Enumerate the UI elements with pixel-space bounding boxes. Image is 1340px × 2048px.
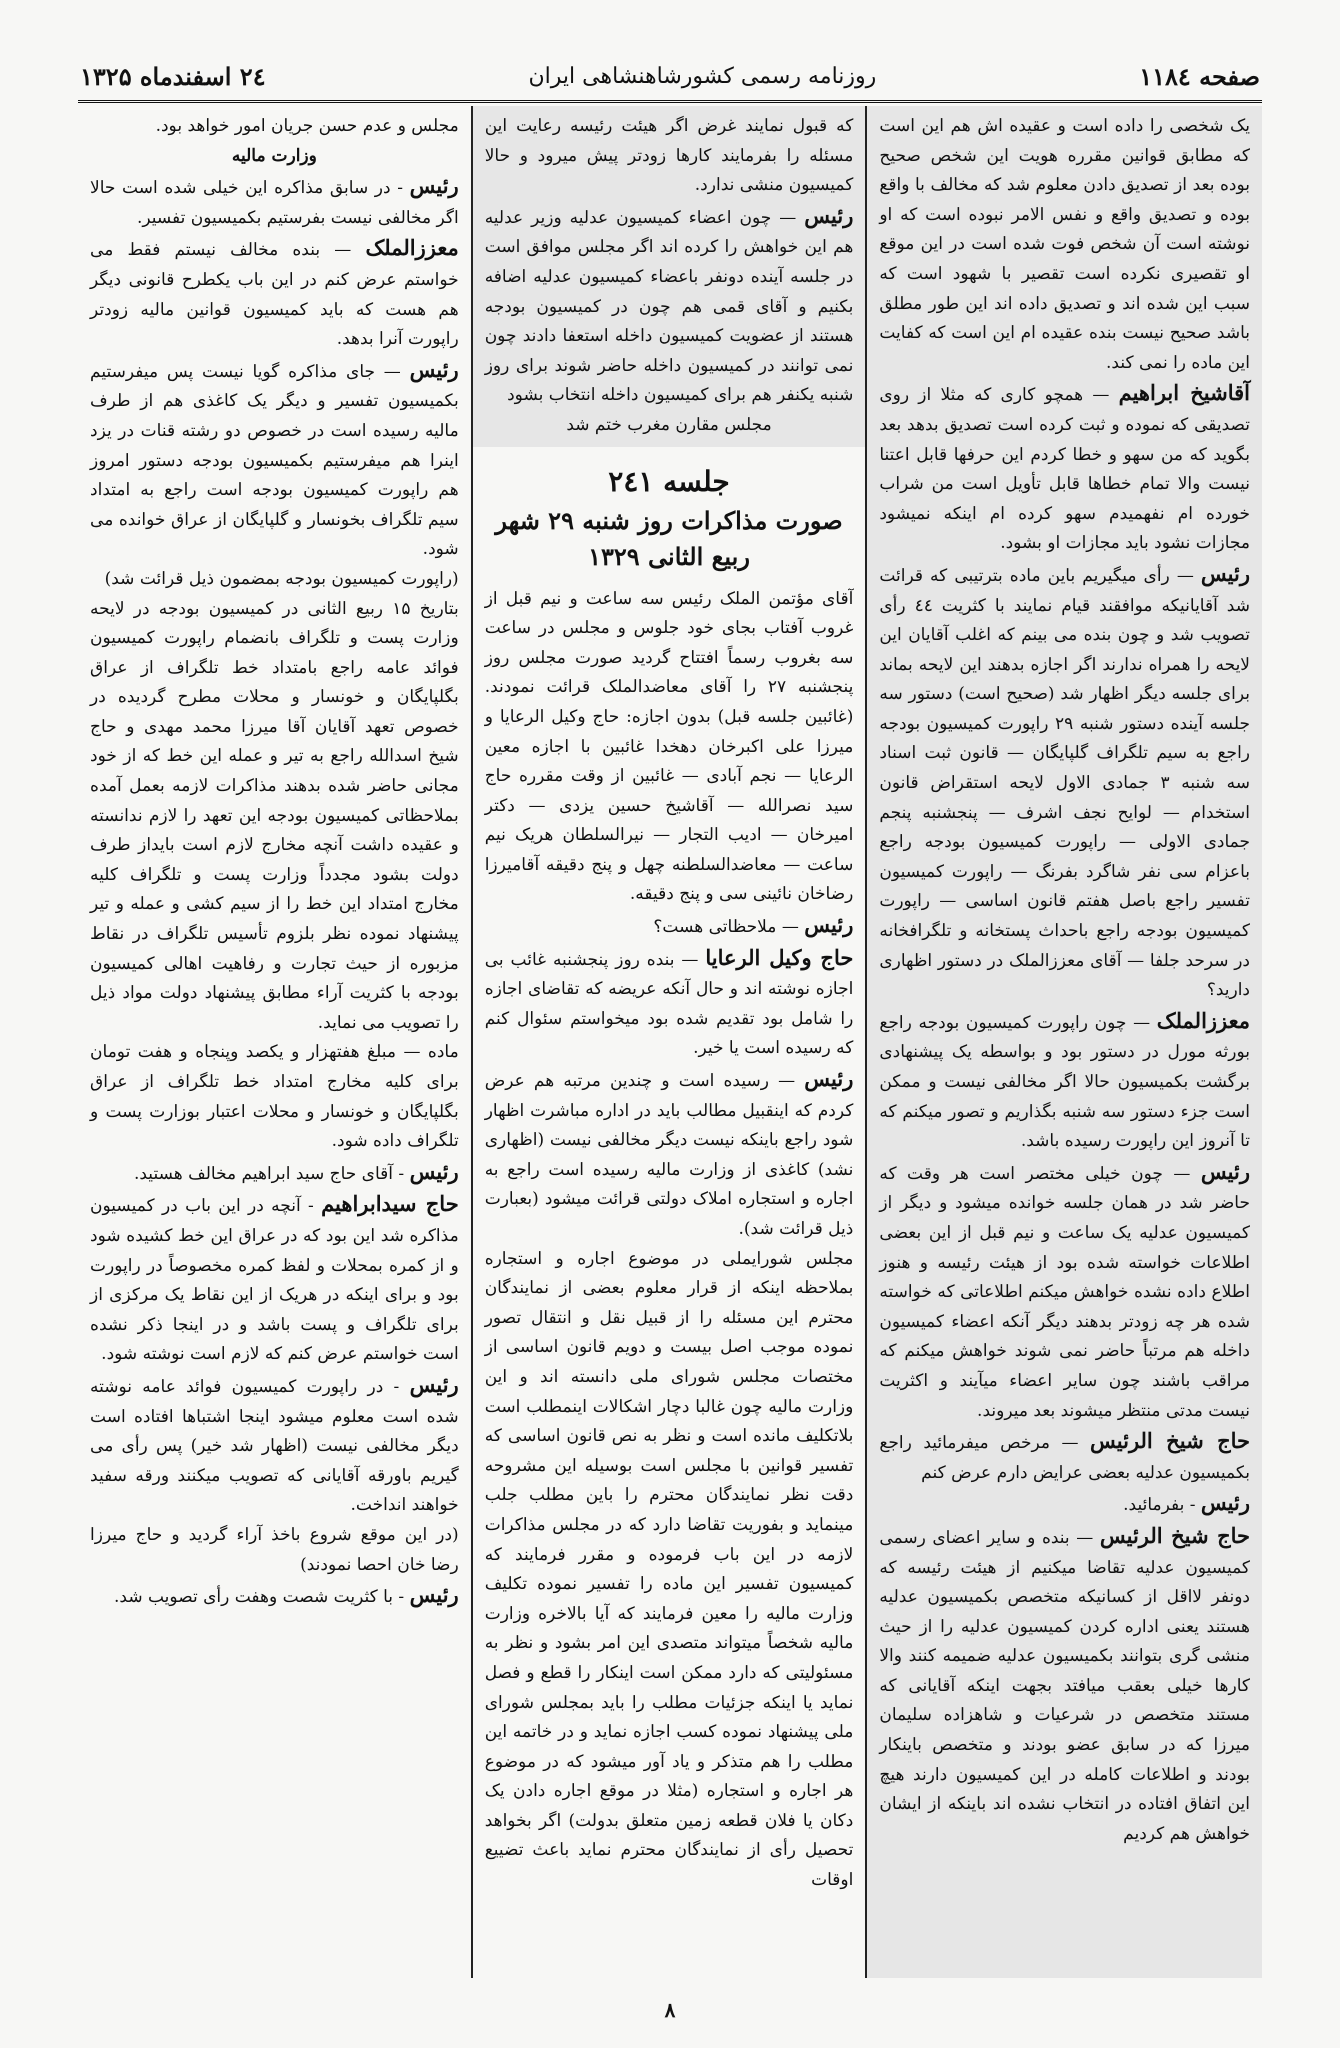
paragraph: معززالملک — بنده مخالف نیستم فقط می خواستم عرض کنم در این باب یکطرح قانونی دیگر هم هست که باید کمیسیون قوانین مالیه زودتر راپورت آنرا بدهد. — [90, 235, 459, 350]
speaker-name: رئیس — [1200, 560, 1251, 586]
paragraph: یک شخصی را داده است و عقیده اش هم این است که مطابق قوانین مقرره هویت این شخص صحیح بوده بعد از تصدیق دادن معلوم شد که مخالف با واقع بوده و تصدیق واقع و نفس الامر نبوده است که او نوشته است آن شخص فوت شده است در این موقع او تقصیری نکرده است تقصیر با شهود است که سبب این شده اند و تصدیق داده اند این طور مطلق باشد صحیح نیست بنده عقیده ام این است که کفایت این ماده را نمی کند. — [879, 116, 1250, 373]
left-column — [78, 106, 473, 1978]
shaded-block — [473, 106, 866, 447]
speaker-name: رئیس — [804, 202, 854, 228]
header-divider — [78, 100, 1262, 103]
session-close-note: مجلس مقارن مغرب ختم شد — [566, 414, 772, 435]
speaker-name: معززالملک — [365, 235, 459, 261]
text-columns — [78, 106, 1262, 1978]
paragraph: رئیس - در سابق مذاکره این خیلی شده است حالا اگر مخالفی نیست بفرستیم بکمیسیون تفسیر. — [90, 173, 459, 228]
middle-column — [473, 106, 868, 1978]
speaker-name: رئیس — [409, 173, 459, 199]
paragraph: رئیس — چون خیلی مختصر است هر وقت که حاضر شد در همان جلسه خوانده میشود و دیگر از کمیسیون عدلیه یک ساعت و نیم قبل از این بعضی اطلاعات خواسته شده بود از هیئت رئیسه و هنوز اطلاع داده نشده خواهش میکنم اطلاعاتی که خواسته شده هر چه زودتر بدهند دیگر آنکه اعضاء کمیسیون داخله هم مرتباً حاضر نمی شوند خواهش میکنم که مراقب باشند چون سایر اعضاء میآیند و اکثریت نیست مدتی منتظر میشوند بعد میروند. — [879, 1158, 1250, 1421]
paragraph: رئیس — رأی میگیریم باین ماده بترتیبی که قرائت شد آقایانیکه موافقند قیام نمایند با کثریت ٤٤ رأی تصویب شد و چون بنده می بینم که اغلب آقایان این لایحه را همراه ندارند اگر اجازه بدهند این لایحه بماند برای جلسه دیگر اظهار شد (صحیح است) دستور سه جلسه آینده دستور شنبه ۲۹ راپورت کمیسیون بودجه راجع به سیم تلگراف گلپایگان — قانون ثبت اسناد سه شنبه ۳ جمادی الاول لایحه استقراض قانون استخدام — لوایح نجف اشرف — پنجشنبه پنجم جمادی الاولی — راپورت کمیسیون بودجه راجع باعزام سی نفر شاگرد بفرنگ — راپورت کمیسیون تفسیر راجع باصل هفتم قانون اساسی — راپورت کمیسیون بودجه راجع باحداث پستخانه و تلگرافخانه در سرحد جلفا — آقای معززالملک در دستور اظهاری دارید؟ — [879, 560, 1251, 1001]
paragraph: رئیس - بفرمائید. — [1123, 1490, 1250, 1516]
paragraph: حاج سیدابراهیم - آنچه در این باب در کمیسیون مذاکره شد این بود که در عراق این خط کشیده شود و از کمره بمحلات و لفظ کمره مخصوصاً در راپورت بود و برای اینکه در هریک از این نقاط یک مرکزی از برای تلگراف و پست باشد و در اینجا ذکر نشده است خواستم عرض کنم که لازم است نوشته شود. — [90, 1191, 459, 1365]
speaker-name: رئیس — [1200, 1158, 1250, 1184]
page-number-label: صفحه ۱۱۸٤ — [1139, 61, 1260, 91]
session-title: صورت مذاکرات روز شنبه ۲۹ شهر ربیع الثانی ۱۳۲۹ — [495, 505, 843, 571]
speaker-name: حاج وکیل الرعایا — [705, 944, 854, 970]
paragraph: حاج شیخ الرئیس — بنده و سایر اعضای رسمی کمیسیون عدلیه تقاضا میکنیم از هیئت رئیسه که دونفر لااقل از کسانیکه متخصص بکمیسیون عدلیه هستند یعنی اداره کردن کمیسیون عدلیه را از حیث منشی گری بتوانند بکمیسیون عدلیه ضمیمه کنند والا کارها خیلی بعقب میافتد بجهت اینکه آقایانی که مستند متخصص در شرعیات و شاهزاده سلیمان میرزا که در سابق عضو بودند و متخصص باینکار بودند و اطلاعات کامله در این کمیسیون دارند هیچ این اتفاق افتاده در انتخاب نشده اند باینکه از ایشان خواهش هم کردیم — [879, 1522, 1250, 1844]
speaker-name: آقاشیخ ابراهیم — [1118, 380, 1251, 406]
paragraph: رئیس — جای مذاکره گویا نیست پس میفرستیم بکمیسیون تفسیر و دیگر یک کاغذی هم از طرف مالیه رسیده است در خصوص دو رشته قنات در یزد اینرا هم میفرستیم بکمیسیون بودجه دستور امروز هم راپورت کمیسیون بودجه است راجع به امتداد سیم تلگراف بخونسار و گلپایگان از عراق خوانده می شود. — [90, 356, 459, 560]
paragraph: معززالملک — چون راپورت کمیسیون بودجه راجع بورثه مورل در دستور بود و بواسطه یک پیشنهادی برگشت بکمیسیون حالا اگر مخالفی نیست و ممکن است جزء دستور سه شنبه بگذاریم و تصور میکنم که تا آنروز این راپورت رسیده باشد. — [879, 1007, 1251, 1152]
speaker-name: معززالملک — [1156, 1007, 1251, 1033]
session-number: جلسه ۲٤۱ — [608, 464, 730, 498]
speaker-name: حاج سیدابراهیم — [321, 1191, 459, 1217]
speaker-name: رئیس — [804, 912, 854, 938]
issue-date: ۲٤ اسفندماه ۱۳۲۵ — [80, 61, 266, 91]
paragraph: رئیس — ملاحظاتی هست؟ — [653, 912, 854, 938]
paragraph: حاج وکیل الرعایا — بنده روز پنجشنبه غائب بی اجازه نوشته اند و حال آنکه عریضه که تقاضای اجازه را شامل بود تقدیم شده بود میخواستم سئوال کنم که رسیده است یا خیر. — [484, 944, 854, 1059]
right-column — [867, 106, 1262, 1978]
signature-ministry: وزارت مالیه — [231, 145, 317, 166]
paragraph: حاج شیخ الرئیس — مرخص میفرمائید راجع بکمیسیون عدلیه بعضی عرایض دارم عرض کنم — [879, 1428, 1251, 1483]
speaker-name: رئیس — [409, 1371, 459, 1397]
session-heading — [485, 461, 854, 575]
paragraph: رئیس - در راپورت کمیسیون فوائد عامه نوشته شده است معلوم میشود اینجا اشتباها افتاده است دیگر مخالفی نیست (اظهار شد خیر) پس رأی می گیریم باورقه آقایانی که تصویب میکنند ورقه سفید خواهند انداخت. — [90, 1371, 459, 1516]
paragraph: رئیس — چون اعضاء کمیسیون عدلیه وزیر عدلیه هم این خواهش را کرده اند اگر مجلس موافق است در جلسه آینده دونفر باعضاء کمیسیون عدلیه اضافه بکنیم و آقای قمی هم چون در کمیسیون بودجه هستند از عضویت کمیسیون داخله استعفا دادند چون نمی توانند در کمیسیون داخله حاضر شوند برای روز شنبه یکنفر هم برای کمیسیون داخله انتخاب بشود — [484, 202, 854, 406]
paragraph: رئیس - آقای حاج سید ابراهیم مخالف هستید. — [133, 1158, 459, 1184]
paragraph: (راپورت کمیسیون بودجه بمضمون ذیل قرائت شد) — [104, 568, 459, 589]
paragraph: ماده — مبلغ هفتهزار و یکصد وپنجاه و هفت تومان برای کلیه مخارج امتداد خط تلگراف از عراق بگلپایگان و خونسار و محلات اعتبار بوزارت پست و تلگراف داده شود. — [90, 1042, 459, 1152]
paragraph: (در این موقع شروع باخذ آراء گردید و حاج میرزا رضا خان احصا نمودند) — [90, 1524, 459, 1575]
speaker-name: رئیس — [409, 1582, 459, 1608]
paragraph: رئیس - با کثریت شصت وهفت رأی تصویب شد. — [114, 1582, 459, 1608]
speaker-name: حاج شیخ الرئیس — [1089, 1428, 1251, 1454]
newspaper-title: روزنامه رسمی کشورشاهنشاهی ایران — [528, 63, 877, 89]
speaker-name: رئیس — [409, 1158, 459, 1184]
paragraph: که قبول نمایند غرض اگر هیئت رئیسه رعایت این مسئله را بفرمایند کارها زودتر پیش میرود و حالا کمیسیون منشی ندارد. — [484, 116, 854, 196]
speaker-name: رئیس — [804, 1066, 854, 1092]
paragraph: بتاریخ ۱۵ ربیع الثانی در کمیسیون بودجه در لایحه وزارت پست و تلگراف بانضمام راپورت کمیسیون فوائد عامه راجع بامتداد خط تلگراف از عراق بگلپایگان و خونسار و محلات مطرح گردیده در خصوص تعهد آقایان آقا میرزا محمد مهدی و حاج شیخ اسدالله راجع به تیر و عمله این خط که از خود مجانی حاضر شده بدهند مذاکرات لازمه بعمل آمده بملاحظاتی کمیسیون بودجه این تعهد را لازم ندانسته و عقیده داشت آنچه مخارج لازم است بایداز طرف دولت بشود مجدداً وزارت پست و تلگراف کلیه مخارج امتداد این خط را از سیم کشی و عمله و تیر پیشنهاد نموده نظر بلزوم تأسیس تلگراف در نقاط مزبوره از حیث تجارت و رفاهیت اهالی کمیسیون بودجه با کثریت آراء مطابق پیشنهاد دولت مواد ذیل را تصویب می نماید. — [90, 598, 459, 1033]
page-footer-number: ۸ — [664, 1998, 676, 2022]
paragraph: آقاشیخ ابراهیم — همچو کاری که مثلا از روی تصدیقی که نموده و ثبت کرده است تصدیق بدهد بعد بگوید که من سهو و خطا کردم این حرفها قابل اعتنا نیست والا تمام خطاها قابل تأویل است من شراب خورده ام نفهمیدم سهو کرده ام اینکه نمیشود مجازات نشود باید مجازات او بشود. — [879, 380, 1251, 554]
paragraph: مجلس و عدم حسن جریان امور خواهد بود. — [155, 116, 459, 136]
paragraph: آقای مؤتمن الملک رئیس سه ساعت و نیم قبل از غروب آفتاب بجای خود جلوس و مجلس در ساعت سه بغروب رسماً افتتاح گردید صورت مجلس روز پنجشنبه ۲۷ را آقای معاضدالملک قرائت نمودند. (غائبین جلسه قبل) بدون اجازه: حاج وکیل الرعایا و میرزا علی اکبرخان دهخدا غائبین با اجازه معین الرعایا — نجم آبادی — غائبین از وقت مقرره حاج سید نصرالله — آقاشیخ حسین یزدی — دکتر امیرخان — ادیب التجار — نیرالسلطان هریک نیم ساعت — معاضدالسلطنه چهل و پنج دقیقه آقامیرزا رضاخان نائینی سی و پنج دقیقه. — [484, 588, 854, 905]
page-header — [80, 56, 1260, 96]
paragraph: مجلس شورایملی در موضوع اجاره و استجاره بملاحظه اینکه از قرار معلوم بعضی از نمایندگان محترم این مسئله را از قبیل نقل و انتقال تصور نموده موجب اصل بیست و دویم قانون اساسی از مختصات مجلس شورای ملی دانسته اند و این وزارت مالیه چون غالبا دچار اشکالات اینمطلب است بلاتکلیف مانده است و نظر به نص قانون اساسی که تفسیر قوانین با مجلس است بوسیله این مشروحه دقت نظر نمایندگان محترم را باین مطلب جلب مینماید و بفوریت تقاضا دارد که در مجلس مذاکرات لازمه در این باب فرموده و مقرر فرمایند که کمیسیون تفسیر این ماده را تفسیر نموده تکلیف وزارت مالیه را معین فرمایند که آیا بالاخره وزارت مالیه شخصاً میتواند متصدی این امر بشود و نظر به مسئولیتی که دارد ممکن است اینکار را قطع و فصل نماید یا اینکه جزئیات مطلب را باید بمجلس شورای ملی پیشنهاد نموده کسب اجازه نماید و در خاتمه این مطلب را هم متذکر و یاد آور میشود که در موضوع هر اجاره و استجاره (مثلا در موقع اجاره دادن یک دکان یا فلان قطعه زمین متعلق بدولت) اگر بخواهد تحصیل رأی از نمایندگان محترم نماید باعث تضییع اوقات — [484, 1248, 854, 1891]
speaker-name: رئیس — [409, 356, 459, 382]
paragraph: رئیس — رسیده است و چندین مرتبه هم عرض کردم که اینقبیل مطالب باید در اداره مباشرت اظهار شود راجع باینکه نیست دیگر مخالفی نیست (اظهاری نشد) کاغذی از وزارت مالیه رسیده است راجع به اجاره و استجاره املاک دولتی قرائت میشود (بعبارت ذیل قرائت شد). — [484, 1066, 854, 1239]
speaker-name: رئیس — [1200, 1490, 1250, 1516]
speaker-name: حاج شیخ الرئیس — [1099, 1522, 1250, 1548]
